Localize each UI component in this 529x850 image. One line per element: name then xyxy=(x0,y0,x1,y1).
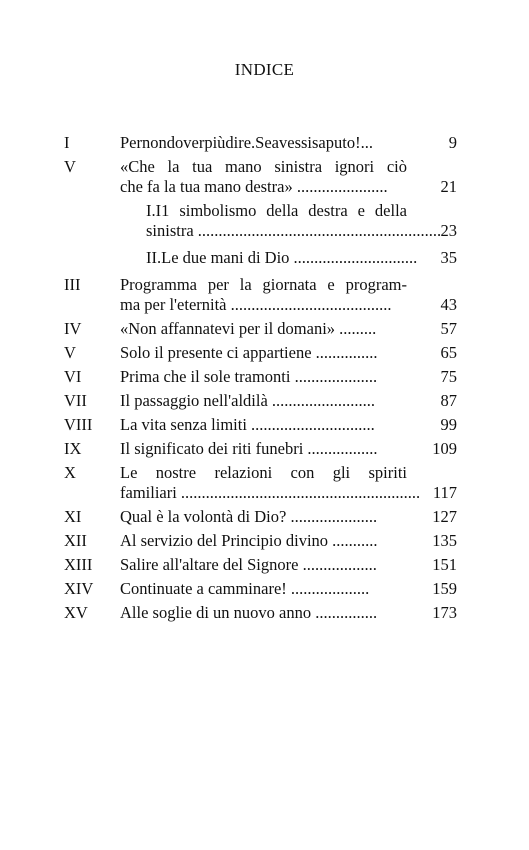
toc-entry xyxy=(64,463,457,503)
toc-entry-title xyxy=(120,531,407,551)
toc-entry-line: «Che la tua mano sinistra ignori ciò xyxy=(120,157,407,176)
toc-entry xyxy=(64,603,457,623)
toc-entry-line: Il passaggio nell'aldilà ......................... xyxy=(120,391,376,410)
toc-entry-line: La vita senza limiti .............................. xyxy=(120,415,375,434)
toc-entry xyxy=(64,201,457,241)
toc-entry xyxy=(64,367,457,387)
toc-entry-title xyxy=(146,248,418,268)
toc-entry-title xyxy=(120,439,407,459)
toc-entry-page-number: 127 xyxy=(432,507,457,526)
toc-entry-page-number: 65 xyxy=(440,343,457,362)
toc-entry-page-number: 151 xyxy=(432,555,457,574)
toc-entry xyxy=(64,555,457,575)
toc-entry xyxy=(64,319,457,339)
toc-entry-title xyxy=(120,275,407,315)
toc-entry-title xyxy=(120,343,407,363)
toc-entry-number: I xyxy=(64,133,70,152)
toc-entry xyxy=(64,275,457,315)
toc-entry-line: «Non affannatevi per il domani» ......... xyxy=(120,319,377,338)
toc-entry-number: IX xyxy=(64,439,82,458)
toc-entry-page-number: 21 xyxy=(440,177,457,196)
toc-entry xyxy=(64,248,457,268)
toc-entry-page-number: 9 xyxy=(448,133,457,152)
toc-entry xyxy=(64,507,457,527)
toc-entry-number: X xyxy=(64,463,76,482)
toc-entry-page-number: 173 xyxy=(432,603,457,622)
toc-entry-line: Salire all'altare del Signore .................. xyxy=(120,555,377,574)
toc-entry-line: II.Le due mani di Dio .............................. xyxy=(146,248,418,267)
toc-entry-number: VII xyxy=(64,391,87,410)
toc-entry-line: ma per l'eternità ....................................... xyxy=(120,295,392,314)
toc-entry xyxy=(64,133,457,153)
toc-entry-line: I.I1 simbolismo della destra e della xyxy=(146,201,407,220)
page-title: INDICE xyxy=(234,60,295,79)
table-of-contents xyxy=(64,133,457,627)
toc-entry-number: III xyxy=(64,275,81,294)
toc-entry xyxy=(64,343,457,363)
toc-entry-title xyxy=(120,367,407,387)
toc-entry-number: IV xyxy=(64,319,82,338)
toc-entry-page-number: 87 xyxy=(440,391,457,410)
toc-entry-page-number: 35 xyxy=(440,248,457,267)
toc-entry-title xyxy=(120,133,407,153)
toc-entry-title xyxy=(120,463,421,503)
toc-entry-title xyxy=(120,579,407,599)
toc-entry-line: Il significato dei riti funebri ................. xyxy=(120,439,378,458)
toc-entry-line: Programma per la giornata e program- xyxy=(120,275,407,294)
toc-entry xyxy=(64,415,457,435)
toc-entry-line: Alle soglie di un nuovo anno ............... xyxy=(120,603,378,622)
toc-entry-title xyxy=(120,507,407,527)
toc-entry-number: XIII xyxy=(64,555,93,574)
toc-entry-title xyxy=(120,555,407,575)
toc-entry-line: Solo il presente ci appartiene ............... xyxy=(120,343,378,362)
toc-entry xyxy=(64,439,457,459)
toc-entry-number: XV xyxy=(64,603,88,622)
toc-entry-line: Qual è la volontà di Dio? ..................... xyxy=(120,507,378,526)
toc-entry-line: Pernondoverpiùdire.Seavessisaputo!... xyxy=(120,133,373,152)
toc-entry-title xyxy=(120,391,407,411)
toc-entry-page-number: 135 xyxy=(432,531,457,550)
toc-entry-page-number: 159 xyxy=(432,579,457,598)
toc-entry-line: Le nostre relazioni con gli spiriti xyxy=(120,463,407,482)
toc-entry-line: familiari .......................................................... xyxy=(120,483,421,502)
toc-entry-title xyxy=(120,157,407,197)
toc-entry-number: XII xyxy=(64,531,87,550)
toc-entry-page-number: 75 xyxy=(440,367,457,386)
toc-entry-title xyxy=(146,201,442,241)
toc-entry-line: Continuate a camminare! ................... xyxy=(120,579,370,598)
toc-entry-page-number: 57 xyxy=(440,319,457,338)
toc-entry xyxy=(64,157,457,197)
toc-entry-number: XI xyxy=(64,507,82,526)
toc-entry xyxy=(64,531,457,551)
toc-entry-number: V xyxy=(64,157,76,176)
toc-entry-page-number: 23 xyxy=(440,221,457,240)
toc-entry-line: Prima che il sole tramonti .................... xyxy=(120,367,378,386)
toc-entry-title xyxy=(120,415,407,435)
toc-entry-page-number: 109 xyxy=(432,439,457,458)
toc-entry-number: XIV xyxy=(64,579,94,598)
toc-entry-page-number: 99 xyxy=(440,415,457,434)
toc-entry-title xyxy=(120,319,407,339)
toc-entry-line: Al servizio del Principio divino ........... xyxy=(120,531,378,550)
toc-entry xyxy=(64,579,457,599)
toc-entry-title xyxy=(120,603,407,623)
toc-entry-page-number: 43 xyxy=(440,295,457,314)
toc-entry-page-number: 117 xyxy=(432,483,457,502)
toc-entry-number: VI xyxy=(64,367,82,386)
toc-entry-line: che fa la tua mano destra» ...................... xyxy=(120,177,388,196)
toc-entry-number: VIII xyxy=(64,415,93,434)
toc-entry-line: sinistra ........................................................... xyxy=(146,221,442,240)
toc-entry xyxy=(64,391,457,411)
toc-entry-number: V xyxy=(64,343,76,362)
